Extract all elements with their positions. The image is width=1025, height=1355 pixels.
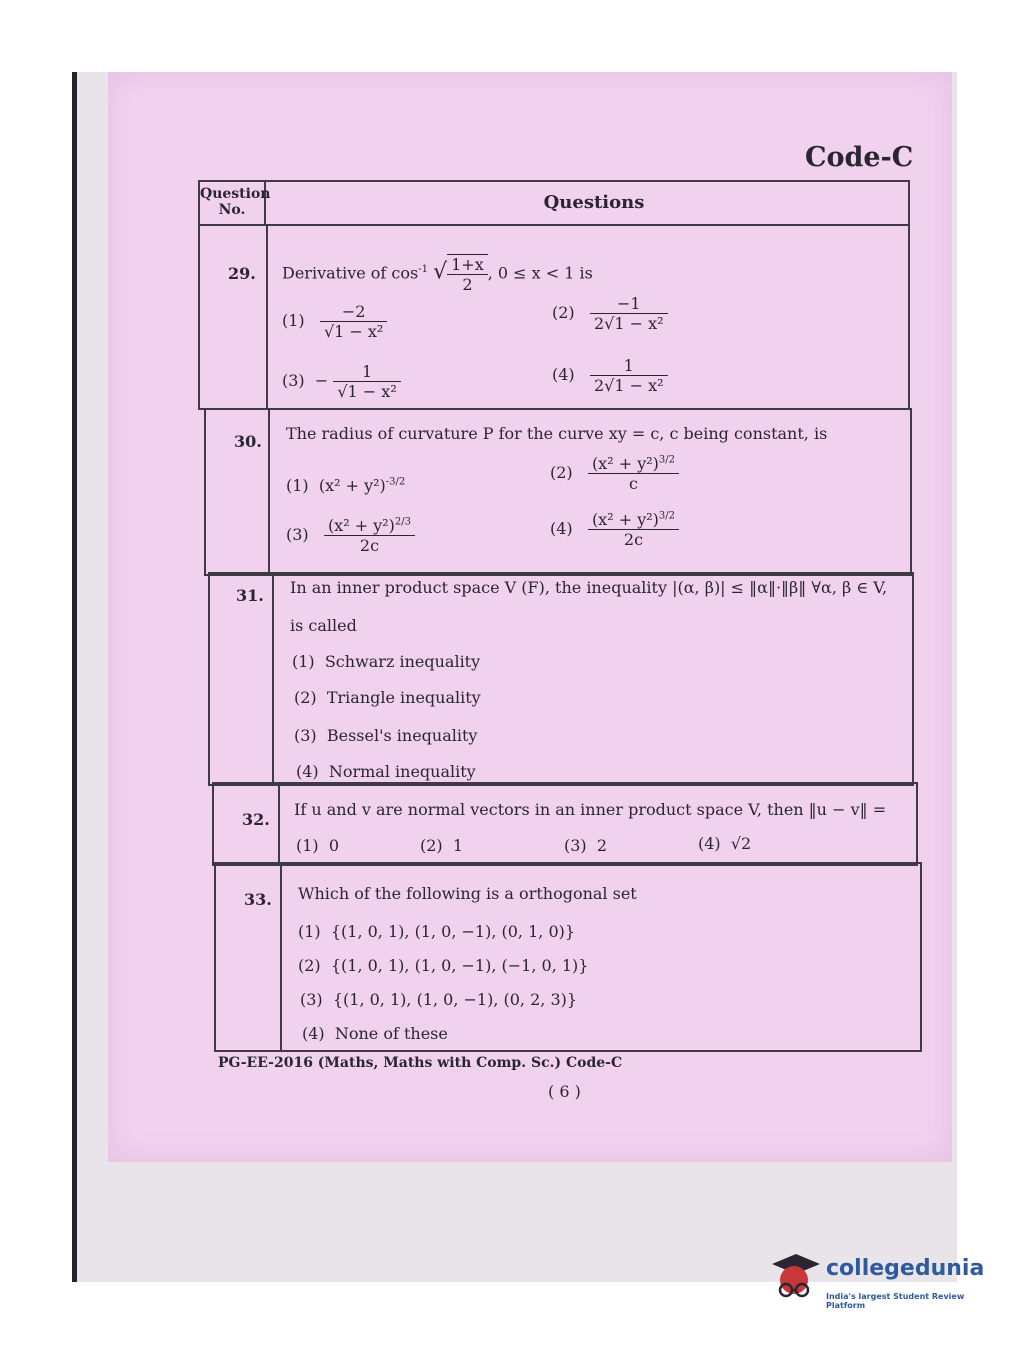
option-1[interactable]: (1) 0	[296, 836, 340, 855]
logo-tagline: India's largest Student Review Platform	[826, 1292, 965, 1310]
exam-footer: PG-EE-2016 (Maths, Maths with Comp. Sc.) Code-C	[218, 1055, 623, 1071]
option-3[interactable]: (3) − $\frac{1}{\text{√1 − x²}}$	[282, 362, 401, 401]
option-2[interactable]: (2) $\frac{-1}{\text{2√1 − x²}}$	[552, 294, 668, 333]
question-stem: Which of the following is a orthogonal set	[298, 884, 637, 903]
option-3[interactable]: (3) 2	[564, 836, 608, 855]
question-30	[204, 408, 912, 576]
header-questions: Questions	[543, 192, 645, 213]
question-stem: Derivative of $\cos^{-1}$ √ $\frac{1+x}{2}$ , 0 ≤ x < 1 is	[282, 255, 593, 294]
question-number: 29.	[228, 264, 256, 283]
table-header	[198, 180, 910, 226]
collegedunia-logo[interactable]	[766, 1250, 996, 1310]
option-3[interactable]: (3) {(1, 0, 1), (1, 0, −1), (0, 2, 3)}	[300, 990, 578, 1009]
question-number: 31.	[236, 586, 264, 605]
option-3[interactable]: (3) $\frac{(x^2 + y^2)^{2/3}}{2c}$	[286, 516, 415, 555]
option-2[interactable]: (2) $\frac{(x^2 + y^2)^{3/2}}{c}$	[550, 454, 679, 493]
option-2[interactable]: (2) 1	[420, 836, 464, 855]
header-question-no: Question No.	[200, 182, 266, 224]
mascot-icon	[766, 1250, 822, 1310]
question-stem: The radius of curvature P for the curve xy = c, c being constant, is	[286, 424, 828, 443]
question-29	[198, 224, 910, 410]
option-2[interactable]: (2) {(1, 0, 1), (1, 0, −1), (−1, 0, 1)}	[298, 956, 589, 975]
question-stem-line-2: is called	[290, 616, 357, 635]
question-33	[214, 862, 922, 1052]
question-number: 30.	[234, 432, 262, 451]
option-1[interactable]: (1) Schwarz inequality	[292, 652, 481, 671]
option-1[interactable]: (1) $(x^2 + y^2)^{-3/2}$	[286, 476, 406, 495]
option-4[interactable]: (4) $\frac{1}{\text{2√1 − x²}}$	[552, 356, 668, 395]
question-32	[212, 782, 918, 866]
question-stem-line-1: In an inner product space V (F), the inequality |(α, β)| ≤ ‖α‖·‖β‖ ∀α, β ∈ V,	[290, 578, 888, 597]
option-1[interactable]: (1) {(1, 0, 1), (1, 0, −1), (0, 1, 0)}	[298, 922, 576, 941]
option-4[interactable]: (4) $\frac{(x^2 + y^2)^{3/2}}{2c}$	[550, 510, 679, 549]
paper-code: Code-C	[805, 142, 914, 173]
option-1[interactable]: (1) $\frac{-2}{\text{√1 − x²}}$	[282, 302, 387, 341]
question-number: 33.	[244, 890, 272, 909]
question-stem: If u and v are normal vectors in an inner product space V, then ‖u − v‖ =	[294, 800, 887, 819]
option-3[interactable]: (3) Bessel's inequality	[294, 726, 478, 745]
option-2[interactable]: (2) Triangle inequality	[294, 688, 481, 707]
option-4[interactable]: (4) √2	[698, 834, 752, 853]
question-number: 32.	[242, 810, 270, 829]
logo-name: collegedunia	[826, 1256, 985, 1281]
option-4[interactable]: (4) Normal inequality	[296, 762, 476, 781]
option-4[interactable]: (4) None of these	[302, 1024, 448, 1043]
question-31	[208, 572, 914, 786]
page-number: ( 6 )	[548, 1082, 581, 1101]
